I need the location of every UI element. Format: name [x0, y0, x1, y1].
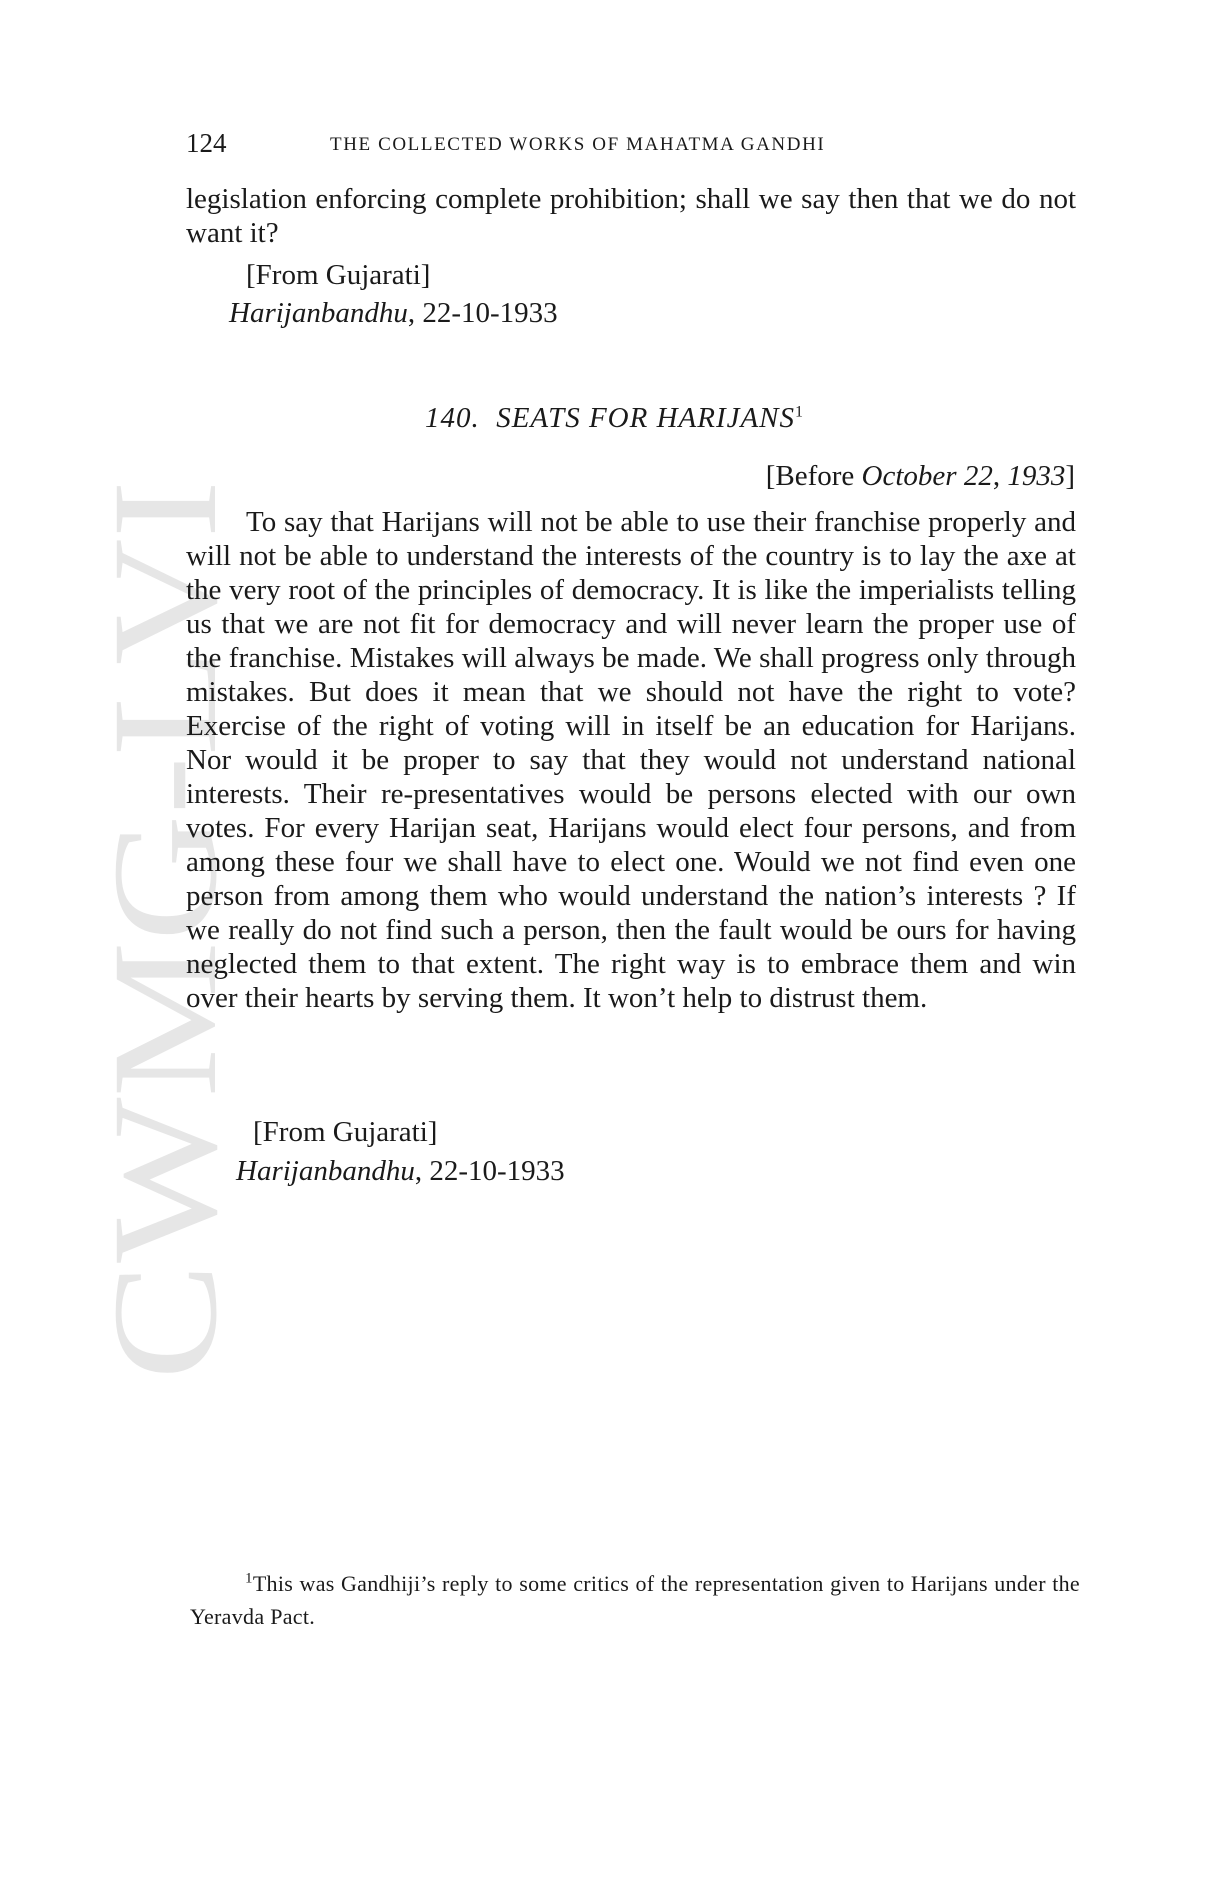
publication-name: Harijanbandhu: [229, 297, 408, 329]
source-note: [From Gujarati]: [246, 259, 431, 291]
article-number: 140.: [424, 402, 480, 434]
footnote-reference: 1: [795, 403, 805, 421]
article-body: To say that Harijans will not be able to use their franchise properly and will not be able to understand the interests of the country is to lay the axe at the very root of the principles of democracy. It is like the imperialists telling us that we are not fit for democracy and will never learn the proper use of the franchise. Mistakes will always be made. We shall progress only through mistakes. But does it mean that we should not have the right to vote? Exercise of the right of voting will in itself be an education for Harijans. Nor would it be proper to say that they would not understand national interests. Their re-presentatives would be persons elected with our own votes. For every Harijan seat, Harijans would elect four persons, and from among these four we shall have to elect one. Would we not find even one person from among them who would understand the nation’s interests ? If we really do not find such a person, then the fault would be ours for having neglected them to that extent. The right way is to embrace them and win over their hearts by serving them. It won’t help to distrust them.: [186, 506, 1076, 1014]
page-header: [186, 128, 1076, 159]
dateline-prefix: [Before: [765, 460, 862, 492]
publication-citation: [229, 297, 558, 330]
dateline-year: 1933: [1007, 460, 1066, 492]
page-number: 124: [186, 128, 227, 158]
footnote-mark: 1: [245, 1570, 253, 1587]
dateline-separator: ,: [992, 460, 1008, 492]
dateline: [766, 460, 1075, 493]
continuation-paragraph: legislation enforcing complete prohibition; shall we say then that we do not want it?: [186, 183, 1076, 249]
publication-date: , 22-10-1933: [414, 1155, 565, 1187]
dateline-suffix: ]: [1065, 460, 1075, 492]
running-title: THE COLLECTED WORKS OF MAHATMA GANDHI: [330, 134, 826, 155]
footnote-text: This was Gandhiji’s reply to some critics of the representation given to Harijans under the Yeravda Pact.: [190, 1571, 1080, 1629]
footnote: [190, 1567, 1080, 1633]
publication-citation: [236, 1155, 565, 1188]
article-heading: [0, 402, 1229, 435]
article-title: SEATS FOR HARIJANS: [496, 402, 796, 434]
publication-name: Harijanbandhu: [236, 1155, 415, 1187]
watermark-text: CWMG-LVI: [82, 610, 248, 1380]
publication-date: , 22-10-1933: [407, 297, 558, 329]
source-note: [From Gujarati]: [253, 1116, 438, 1148]
dateline-month-day: October 22: [861, 460, 993, 492]
